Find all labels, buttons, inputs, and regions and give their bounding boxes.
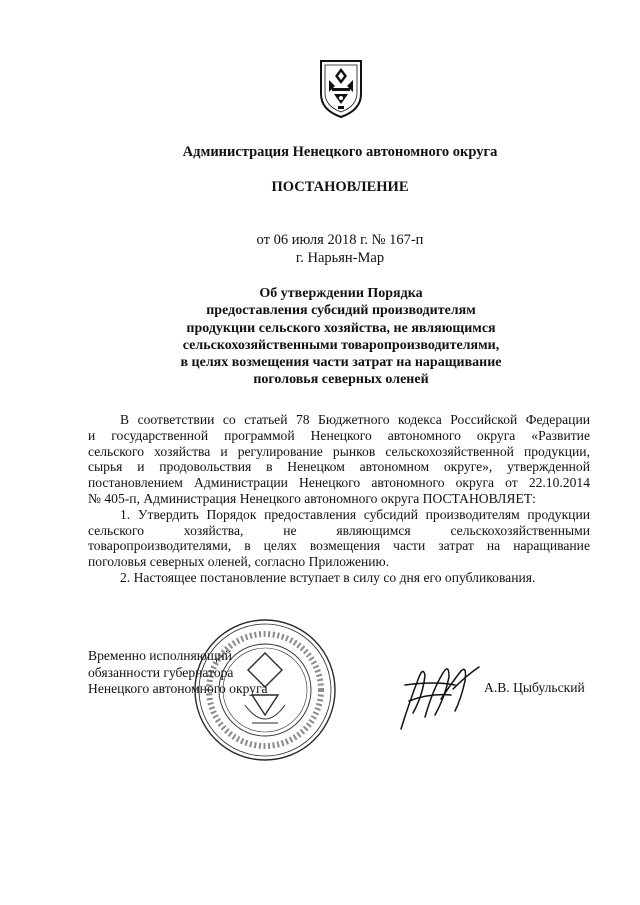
title-line: Об утверждении Порядка bbox=[259, 286, 423, 301]
signer-name: А.В. Цыбульский bbox=[484, 680, 585, 695]
signer-position-line: Временно исполняющий bbox=[88, 648, 232, 663]
coat-of-arms-icon bbox=[318, 58, 364, 120]
title-line: предоставления субсидий производителям bbox=[206, 303, 476, 319]
organization-name: Администрация Ненецкого автономного округа bbox=[182, 144, 498, 160]
body-line: № 405-п, Администрация Ненецкого автономного округа ПОСТАНОВЛЯЕТ: bbox=[88, 490, 536, 506]
signer-position-line: Ненецкого автономного округа bbox=[88, 681, 268, 696]
document-type: ПОСТАНОВЛЕНИЕ bbox=[271, 179, 409, 195]
body-line: сырья и продовольствия в Ненецком автономном округе», утвержденной bbox=[88, 459, 590, 475]
document-city: г. Нарьян-Мар bbox=[295, 250, 385, 266]
title-line: поголовья северных оленей bbox=[253, 372, 429, 388]
body-line: поголовья северных оленей, согласно Приложению. bbox=[88, 554, 390, 570]
body-line: постановлением Администрации Ненецкого автономного округа от 22.10.2014 bbox=[88, 475, 590, 491]
body-line: товаропроизводителями, в целях возмещения части затрат на наращивание bbox=[88, 538, 590, 554]
handwritten-signature bbox=[395, 655, 490, 735]
title-line: продукции сельского хозяйства, не являющимся bbox=[186, 320, 496, 336]
body-line: 1. Утвердить Порядок предоставления субсидий производителям продукции bbox=[120, 506, 590, 522]
signature-position bbox=[88, 648, 268, 698]
document-body bbox=[88, 412, 590, 586]
document-title bbox=[120, 285, 562, 389]
body-line: В соответствии со статьей 78 Бюджетного кодекса Российской Федерации bbox=[120, 412, 590, 427]
body-line: 2. Настоящее постановление вступает в силу со дня его опубликования. bbox=[120, 569, 536, 585]
signer-position-line: обязанности губернатора bbox=[88, 664, 234, 680]
document-date-number: от 06 июля 2018 г. № 167-п bbox=[256, 232, 424, 248]
body-line: и государственной программой Ненецкого автономного округа «Развитие bbox=[88, 427, 590, 443]
title-line: сельскохозяйственными товаропроизводителями, bbox=[182, 337, 500, 353]
body-line: сельского хозяйства, не являющимся сельскохозяйственными bbox=[88, 522, 590, 538]
body-line: сельского хозяйства и регулирование рынков сельскохозяйственной продукции, bbox=[88, 443, 590, 459]
title-line: в целях возмещения части затрат на наращивание bbox=[180, 355, 502, 371]
